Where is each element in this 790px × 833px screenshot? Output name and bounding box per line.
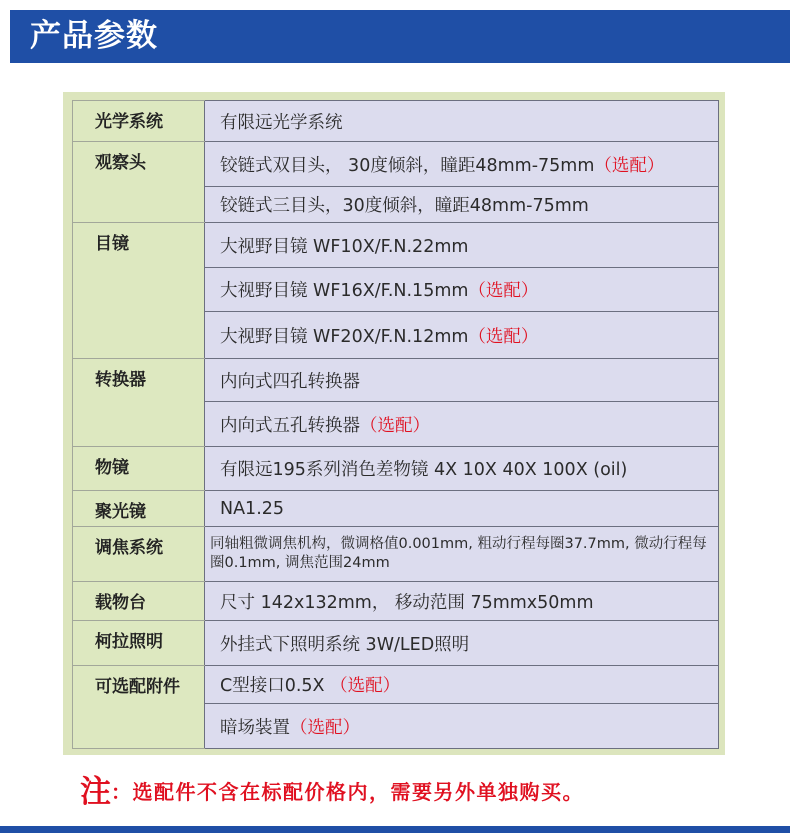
note-mark: 注 xyxy=(80,774,111,810)
spec-value-text: 暗场装置 xyxy=(220,717,290,738)
spec-value-text: 外挂式下照明系统 3W/LED照明 xyxy=(220,634,470,655)
table-row xyxy=(73,582,719,621)
table-row xyxy=(73,101,719,142)
table-row xyxy=(73,142,719,187)
spec-value xyxy=(205,312,719,359)
category-objective: 物镜 xyxy=(73,447,205,491)
header-bar xyxy=(10,10,790,63)
spec-value xyxy=(205,582,719,621)
footnote xyxy=(80,770,760,814)
spec-value xyxy=(205,527,719,582)
spec-value xyxy=(205,187,719,223)
optional-label: （选配） xyxy=(594,155,665,176)
footer-bar xyxy=(0,826,790,833)
spec-value-text: 内向式四孔转换器 xyxy=(220,371,360,392)
table-row xyxy=(73,359,719,402)
table-row xyxy=(73,621,719,666)
table-row xyxy=(73,223,719,268)
spec-value xyxy=(205,359,719,402)
table-row xyxy=(73,527,719,582)
spec-value xyxy=(205,491,719,527)
spec-value-text: 大视野目镜 WF16X/F.N.15mm xyxy=(220,281,469,301)
optional-label: （选配） xyxy=(290,717,360,738)
spec-value xyxy=(205,704,719,749)
spec-value-text: 有限远195系列消色差物镜 4X 10X 40X 100X (oil) xyxy=(220,460,628,480)
spec-value-text: 同轴粗微调焦机构，微调格值0.001mm, 粗动行程每圈37.7mm, 微动行程每圈0.1mm, 调焦范围24mm xyxy=(210,536,707,571)
spec-value-text: C型接口0.5X xyxy=(220,676,331,696)
optional-label: （选配） xyxy=(468,281,539,301)
spec-value xyxy=(205,268,719,312)
spec-value xyxy=(205,101,719,142)
category-optical-system: 光学系统 xyxy=(73,101,205,142)
table-row xyxy=(73,447,719,491)
category-eyepiece: 目镜 xyxy=(73,223,205,359)
spec-value-text: NA1.25 xyxy=(220,498,285,519)
spec-value-text: 尺寸 142x132mm， 移动范围 75mmx50mm xyxy=(220,592,594,613)
category-stage: 载物台 xyxy=(73,582,205,621)
optional-label: （选配） xyxy=(360,415,430,436)
table-row xyxy=(73,491,719,527)
spec-value-text: 大视野目镜 WF20X/F.N.12mm xyxy=(220,326,469,347)
spec-value xyxy=(205,402,719,447)
spec-value xyxy=(205,142,719,187)
spec-value xyxy=(205,447,719,491)
spec-value-text: 铰链式双目头， 30度倾斜，瞳距48mm-75mm xyxy=(220,155,595,176)
page-title: 产品参数 xyxy=(30,18,158,54)
spec-value-text: 有限远光学系统 xyxy=(220,112,343,133)
spec-value xyxy=(205,666,719,704)
spec-value-text: 内向式五孔转换器 xyxy=(220,415,360,436)
spec-value-text: 铰链式三目头，30度倾斜，瞳距48mm-75mm xyxy=(220,196,589,216)
table-row xyxy=(73,666,719,704)
category-optional-accessories: 可选配附件 xyxy=(73,666,205,749)
category-viewing-head: 观察头 xyxy=(73,142,205,223)
optional-label: （选配） xyxy=(330,676,401,696)
spec-table xyxy=(72,100,719,749)
category-condenser: 聚光镜 xyxy=(73,491,205,527)
spec-value xyxy=(205,223,719,268)
category-focusing-system: 调焦系统 xyxy=(73,527,205,582)
optional-label: （选配） xyxy=(468,326,539,347)
spec-value-text: 大视野目镜 WF10X/F.N.22mm xyxy=(220,236,469,257)
category-nosepiece: 转换器 xyxy=(73,359,205,447)
note-text: ：选配件不含在标配价格内，需要另外单独购买。 xyxy=(111,780,584,804)
spec-value xyxy=(205,621,719,666)
category-koehler-illumination: 柯拉照明 xyxy=(73,621,205,666)
